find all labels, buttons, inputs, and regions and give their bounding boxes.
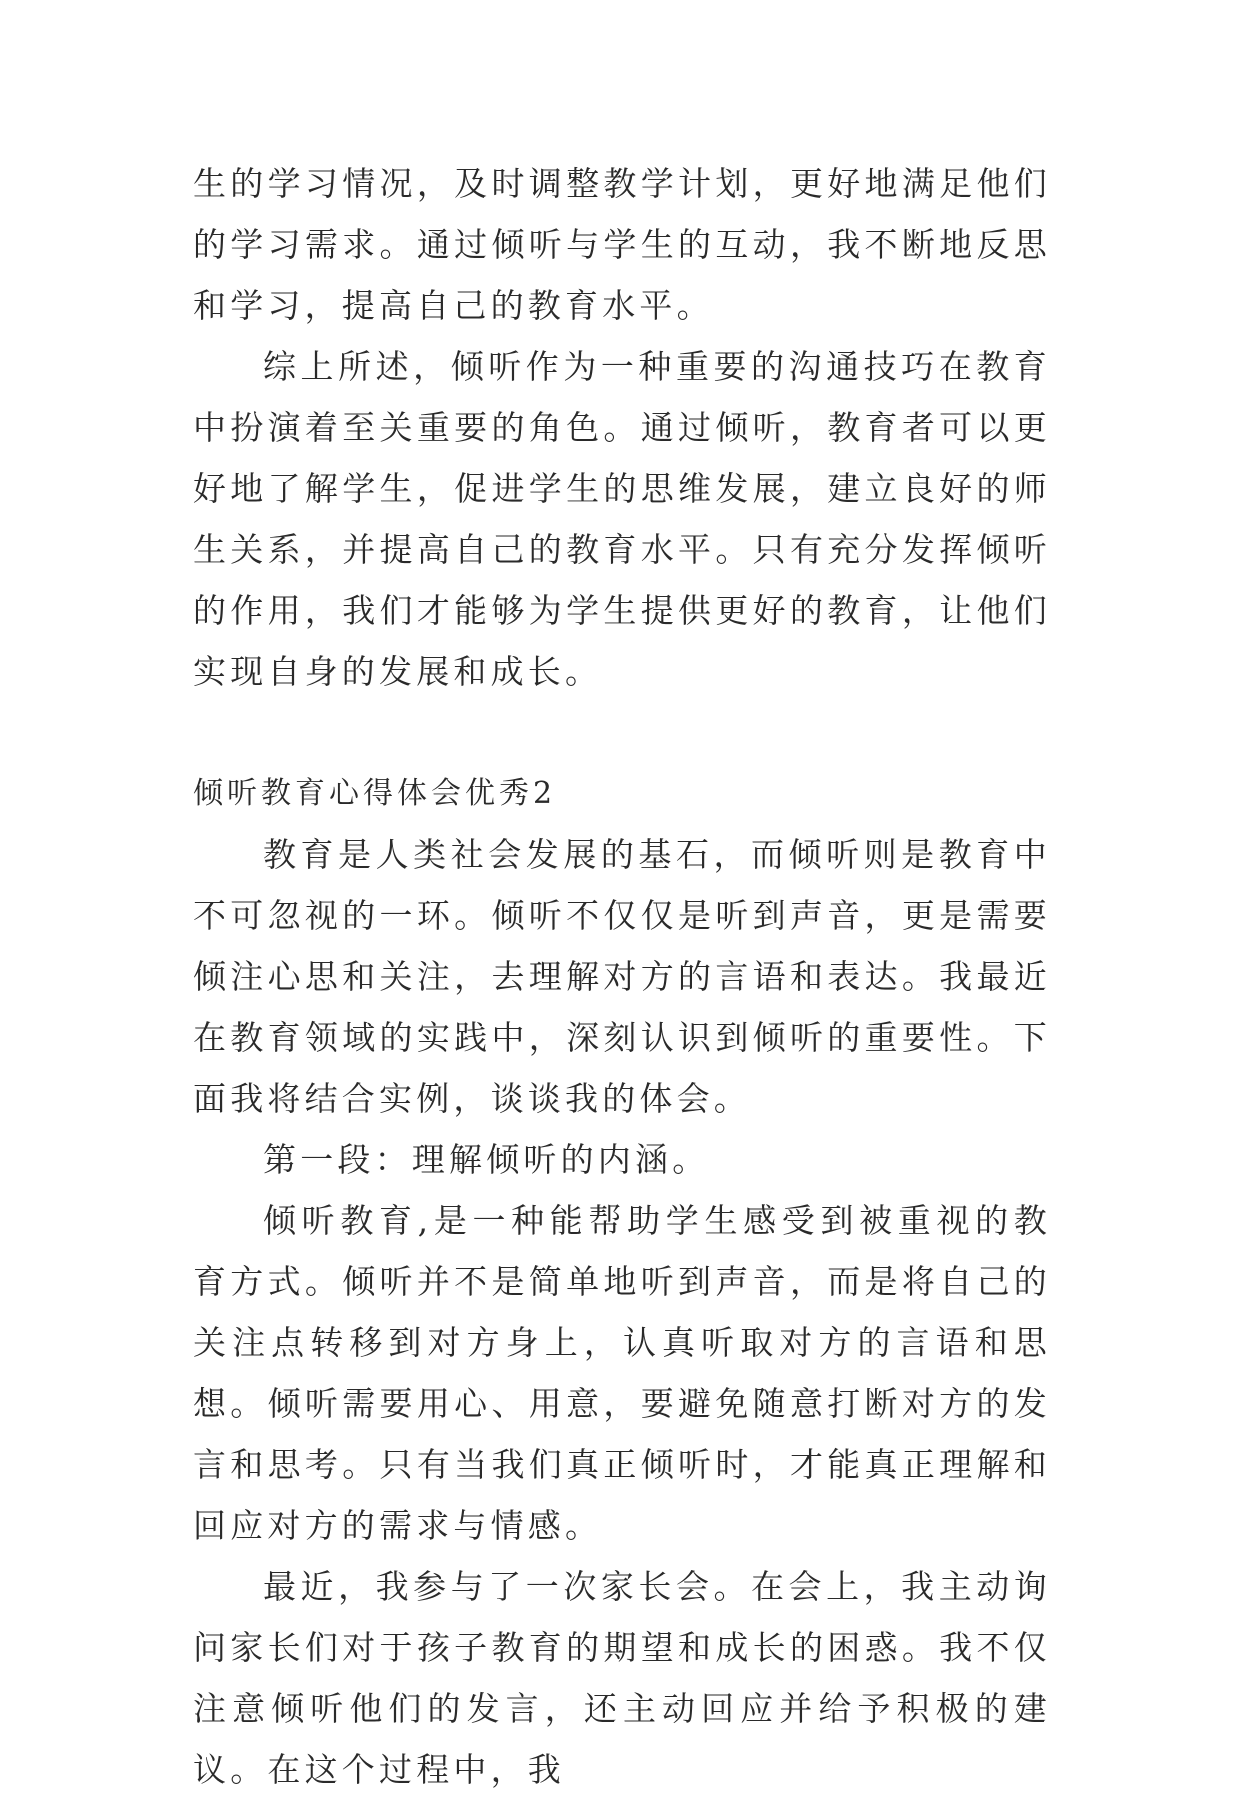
section-spacer [193,702,1051,763]
paragraph-intro: 教育是人类社会发展的基石，而倾听则是教育中不可忽视的一环。倾听不仅仅是听到声音，更是需要倾注心思和关注，去理解对方的言语和表达。我最近在教育领域的实践中，深刻认识到倾听的重要性。下面我将结合实例，谈谈我的体会。 [193,835,1051,1118]
paragraph-listening-meaning: 倾听教育,是一种能帮助学生感受到被重视的教育方式。倾听并不是简单地听到声音，而是将自己的关注点转移到对方身上，认真听取对方的言语和思想。倾听需要用心、用意，要避免随意打断对方的发言和思考。只有当我们真正倾听时，才能真正理解和回应对方的需求与情感。 [193,1201,1051,1545]
paragraph-parent-meeting: 最近，我参与了一次家长会。在会上，我主动询问家长们对于孩子教育的期望和成长的困惑。我不仅注意倾听他们的发言，还主动回应并给予积极的建议。在这个过程中，我 [193,1567,1051,1789]
paragraph-heading-first: 第一段：理解倾听的内涵。 [263,1140,710,1179]
paragraph-summary: 综上所述，倾听作为一种重要的沟通技巧在教育中扮演着至关重要的角色。通过倾听，教育者可以更好地了解学生，促进学生的思维发展，建立良好的师生关系，并提高自己的教育水平。只有充分发挥倾听的作用，我们才能够为学生提供更好的教育，让他们实现自身的发展和成长。 [193,347,1051,691]
section-title: 倾听教育心得体会优秀2 [193,776,557,811]
document-body [193,153,1051,1800]
paragraph-continued: 生的学习情况，及时调整教学计划，更好地满足他们的学习需求。通过倾听与学生的互动，我不断地反思和学习，提高自己的教育水平。 [193,164,1051,325]
